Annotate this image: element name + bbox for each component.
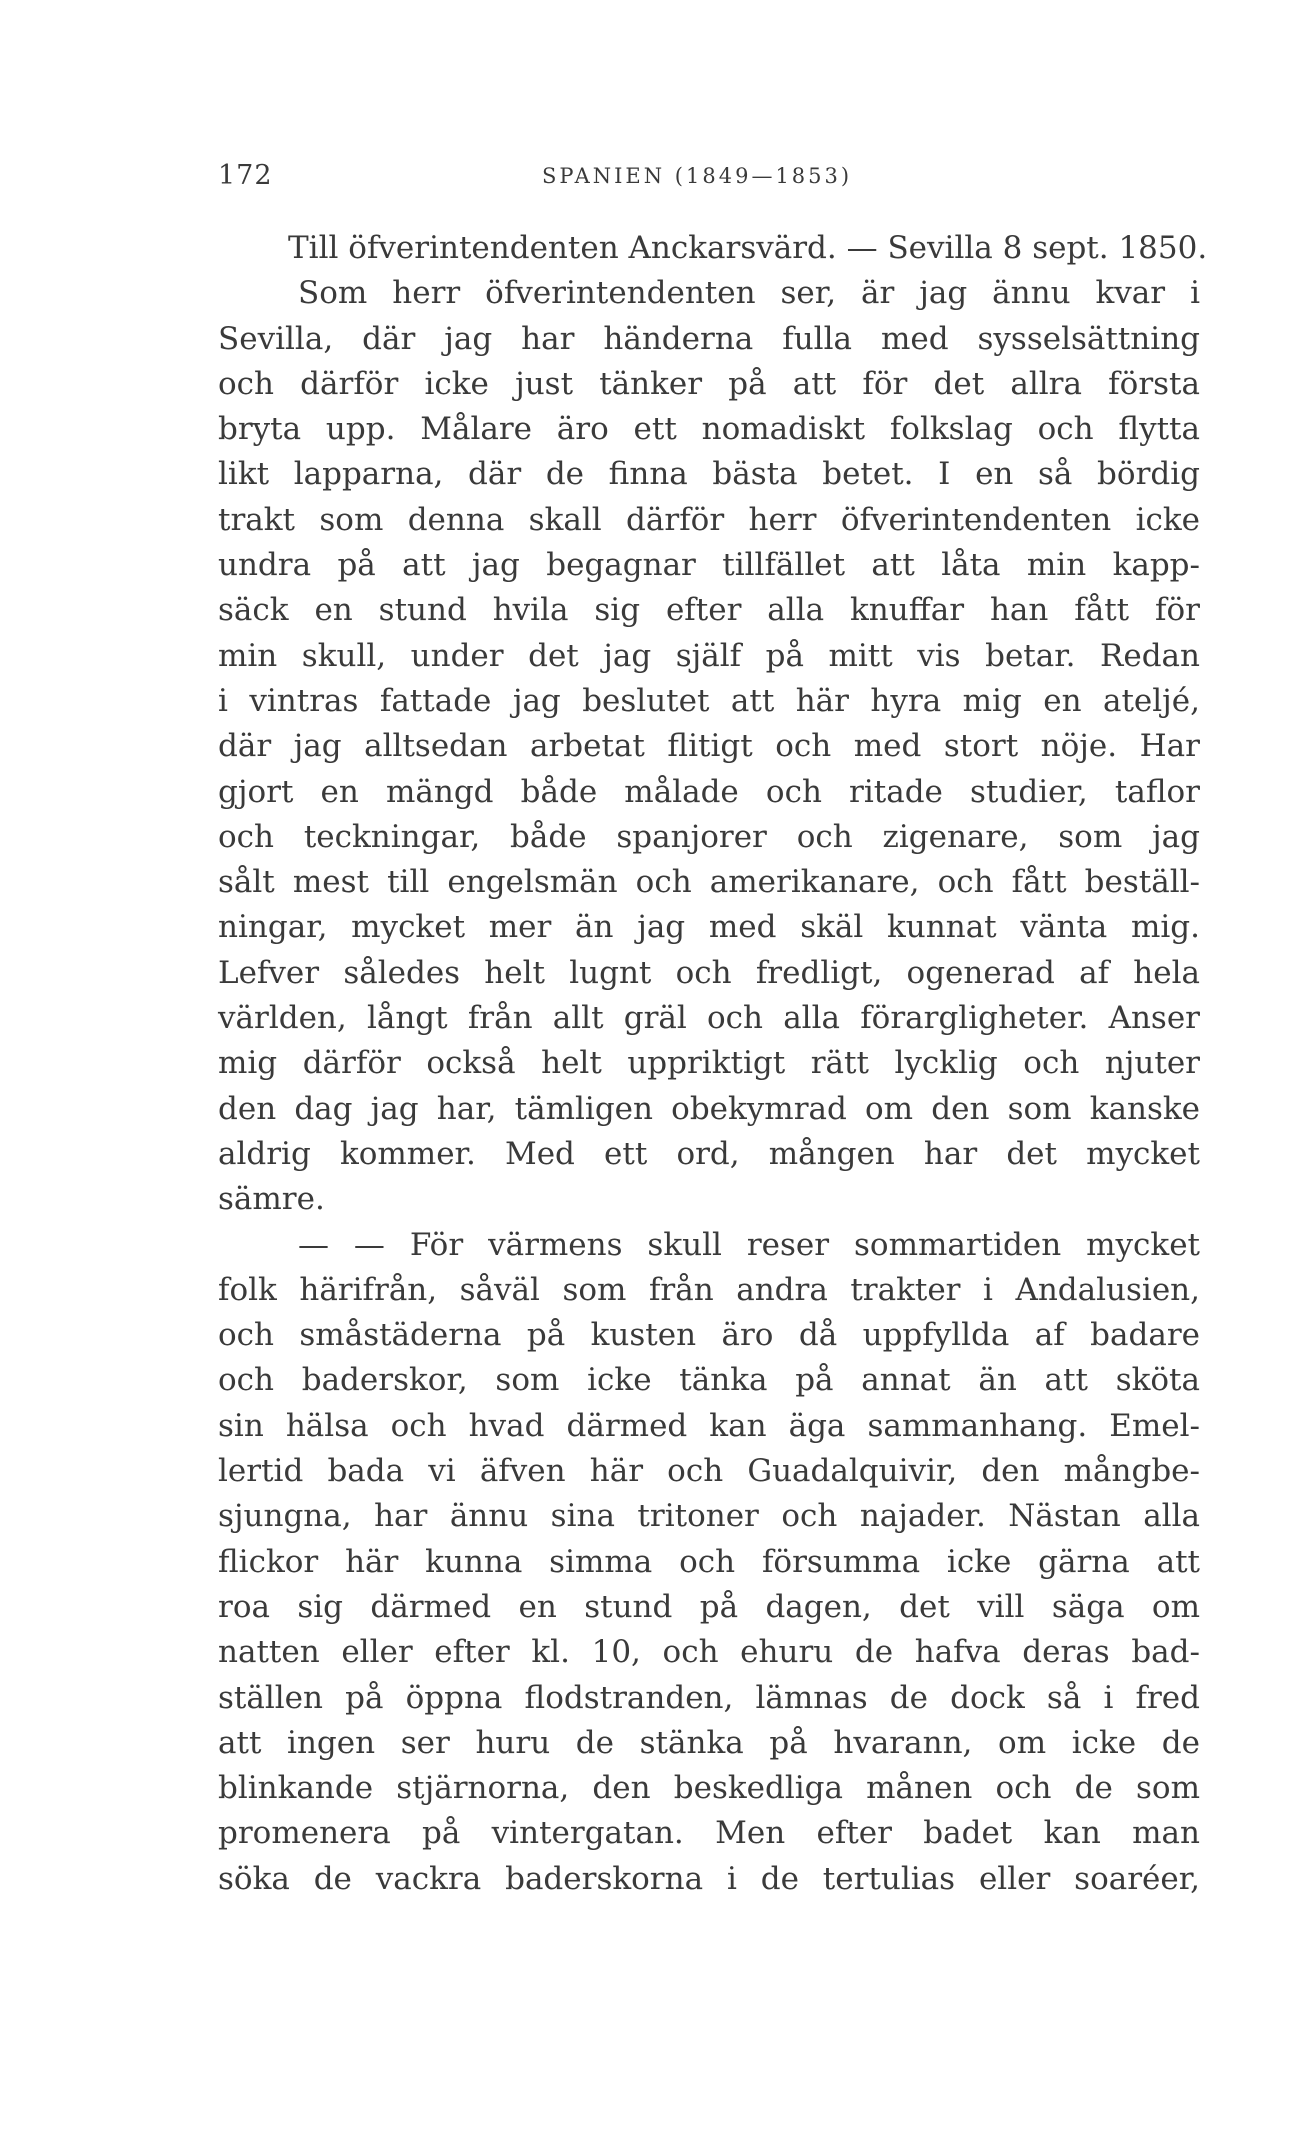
text-line: flickor här kunna simma och försumma icke gärna att bbox=[218, 1543, 1200, 1580]
text-line: och baderskor, som icke tänka på annat än att sköta bbox=[218, 1362, 1200, 1399]
text-line: och småstäderna på kusten äro då uppfyllda af badare bbox=[218, 1317, 1200, 1354]
text-line: folk härifrån, såväl som från andra trakter i Andalusien, bbox=[218, 1271, 1200, 1308]
text-line: roa sig därmed en stund på dagen, det vill säga om bbox=[218, 1588, 1200, 1625]
text-line: att ingen ser huru de stänka på hvarann, om icke de bbox=[218, 1724, 1200, 1761]
text-line: i vintras fattade jag beslutet att här hyra mig en ateljé, bbox=[218, 682, 1200, 719]
text-line: aldrig kommer. Med ett ord, mången har det mycket bbox=[218, 1135, 1200, 1172]
text-line: ställen på öppna flodstranden, lämnas de dock så i fred bbox=[218, 1679, 1200, 1716]
page-number: 172 bbox=[218, 160, 273, 191]
text-line: säck en stund hvila sig efter alla knuffar han fått för bbox=[218, 592, 1200, 629]
text-line: undra på att jag begagnar tillfället att låta min kapp- bbox=[218, 547, 1200, 584]
text-line: blinkande stjärnorna, den beskedliga månen och de som bbox=[218, 1770, 1200, 1807]
body-text bbox=[218, 226, 1208, 1902]
text-line: Som herr öfverintendenten ser, är jag ännu kvar i bbox=[298, 275, 1200, 312]
text-line: sin hälsa och hvad därmed kan äga sammanhang. Emel- bbox=[218, 1407, 1200, 1444]
text-line: söka de vackra baderskorna i de tertulias eller soaréer, bbox=[218, 1860, 1200, 1897]
running-title: SPANIEN (1849—1853) bbox=[542, 164, 853, 188]
text-line: Sevilla, där jag har händerna fulla med sysselsättning bbox=[218, 320, 1200, 357]
text-line: ningar, mycket mer än jag med skäl kunnat vänta mig. bbox=[218, 909, 1200, 946]
text-line: och teckningar, både spanjorer och zigenare, som jag bbox=[218, 818, 1200, 855]
text-line: Lefver således helt lugnt och fredligt, ogenerad af hela bbox=[218, 954, 1200, 991]
text-line: sålt mest till engelsmän och amerikanare, och fått beställ- bbox=[218, 864, 1200, 901]
text-line: gjort en mängd både målade och ritade studier, taflor bbox=[218, 773, 1200, 810]
text-line: bryta upp. Målare äro ett nomadiskt folkslag och flytta bbox=[218, 411, 1200, 448]
text-line: den dag jag har, tämligen obekymrad om den som kanske bbox=[218, 1090, 1200, 1127]
text-line: sämre. bbox=[218, 1181, 325, 1218]
text-line: mig därför också helt uppriktigt rätt lycklig och njuter bbox=[218, 1045, 1200, 1082]
text-line: Till öfverintendenten Anckarsvärd. — Sevilla 8 sept. 1850. bbox=[288, 230, 1208, 266]
text-line: sjungna, har ännu sina tritoner och najader. Nästan alla bbox=[218, 1498, 1200, 1535]
text-line: likt lapparna, där de finna bästa betet. I en så bördig bbox=[218, 456, 1200, 493]
text-line: lertid bada vi äfven här och Guadalquivir, den mångbe- bbox=[218, 1453, 1200, 1490]
text-line: — — För värmens skull reser sommartiden mycket bbox=[298, 1226, 1200, 1263]
text-line: promenera på vintergatan. Men efter badet kan man bbox=[218, 1815, 1200, 1852]
text-line: min skull, under det jag själf på mitt vis betar. Redan bbox=[218, 637, 1200, 674]
text-line: där jag alltsedan arbetat flitigt och med stort nöje. Har bbox=[218, 728, 1200, 765]
text-line: natten eller efter kl. 10, och ehuru de hafva deras bad- bbox=[218, 1634, 1200, 1671]
running-head bbox=[218, 160, 1098, 200]
text-line: och därför icke just tänker på att för det allra första bbox=[218, 365, 1200, 402]
text-line: världen, långt från allt gräl och alla förargligheter. Anser bbox=[218, 1000, 1200, 1037]
text-line: trakt som denna skall därför herr öfverintendenten icke bbox=[218, 501, 1200, 538]
